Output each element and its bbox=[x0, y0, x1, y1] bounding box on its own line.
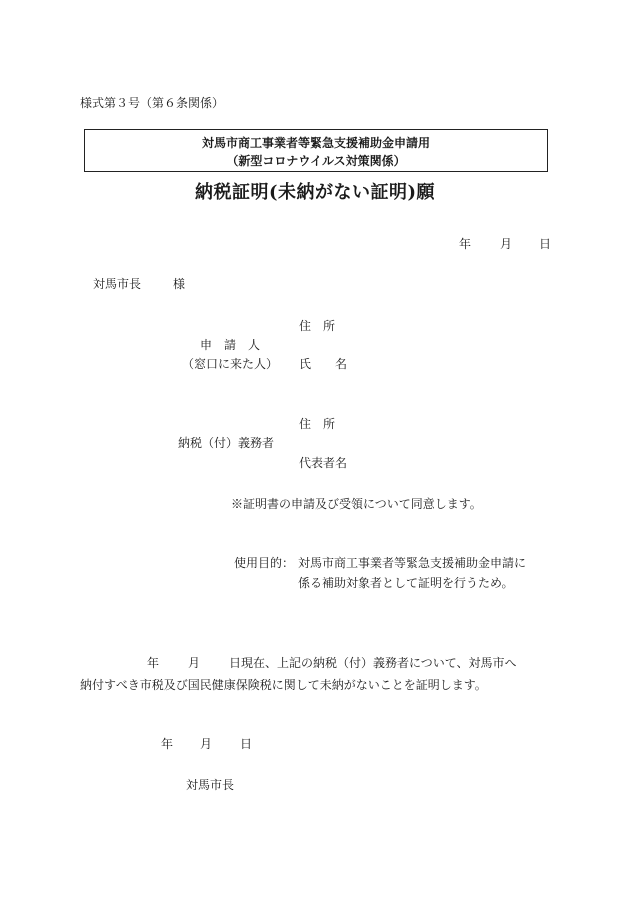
certification-line-1: 日現在、上記の納税（付）義務者について、対馬市へ bbox=[229, 656, 517, 670]
purpose-line-2: 係る補助対象者として証明を行うため。 bbox=[298, 576, 514, 590]
addressee-honorific: 様 bbox=[173, 277, 186, 291]
date-bottom-month: 月 bbox=[200, 737, 213, 751]
issuer-name: 対馬市長 bbox=[186, 778, 235, 792]
certification-year: 年 bbox=[147, 656, 160, 670]
date-bottom-day: 日 bbox=[240, 737, 253, 751]
purpose-label: 使用目的： bbox=[234, 556, 295, 570]
date-top-year: 年 bbox=[459, 237, 472, 251]
page-title: 納税証明(未納がない証明)願 bbox=[194, 182, 436, 203]
taxpayer-address-label: 住 所 bbox=[299, 417, 336, 431]
consent-statement: ※証明書の申請及び受領について同意します。 bbox=[231, 497, 482, 511]
certification-month: 月 bbox=[188, 656, 201, 670]
date-top-month: 月 bbox=[500, 237, 513, 251]
taxpayer-role-label: 納税（付）義務者 bbox=[178, 436, 275, 450]
date-bottom-year: 年 bbox=[161, 737, 174, 751]
header-line-2: （新型コロナウイルス対策関係） bbox=[226, 154, 406, 168]
certification-line-2: 納付すべき市税及び国民健康保険税に関して未納がないことを証明します。 bbox=[80, 678, 487, 692]
applicant-role-label: 申 請 人 bbox=[200, 338, 261, 352]
applicant-address-label: 住 所 bbox=[299, 319, 336, 333]
applicant-role-note: （窓口に来た人） bbox=[182, 357, 279, 371]
addressee-name: 対馬市長 bbox=[93, 277, 142, 291]
form-number: 様式第３号（第６条関係） bbox=[80, 96, 225, 110]
taxpayer-representative-label: 代表者名 bbox=[299, 456, 348, 470]
applicant-name-label: 氏 名 bbox=[299, 357, 348, 371]
header-line-1: 対馬市商工事業者等緊急支援補助金申請用 bbox=[201, 136, 430, 150]
date-top-day: 日 bbox=[539, 237, 552, 251]
purpose-line-1: 対馬市商工事業者等緊急支援補助金申請に bbox=[298, 556, 527, 570]
header-box bbox=[84, 129, 548, 172]
